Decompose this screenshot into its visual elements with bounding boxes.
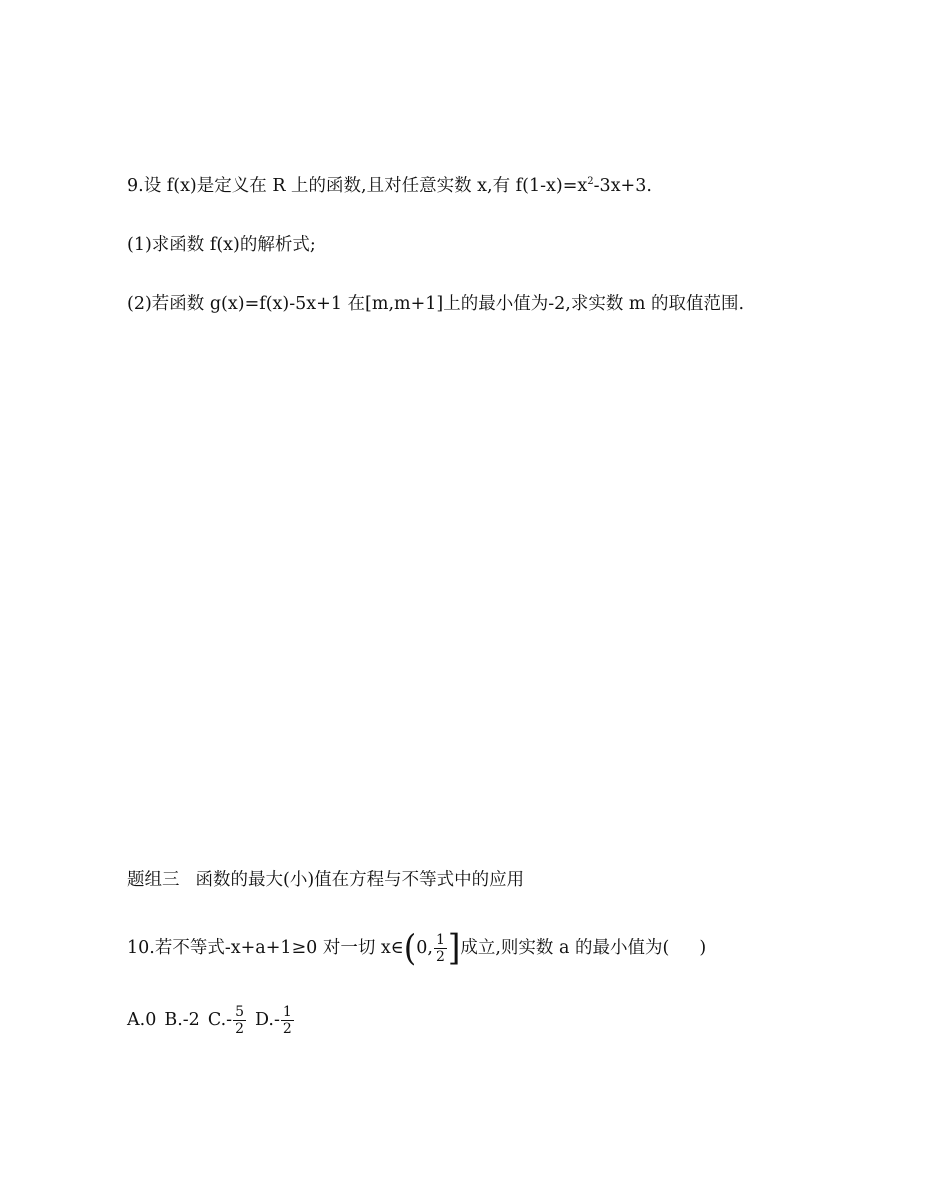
question-9-part-2: (2)若函数 g(x)=f(x)-5x+1 在[m,m+1]上的最小值为-2,求实数 m 的取值范围.	[127, 294, 745, 314]
question-10-options	[127, 1000, 303, 1040]
option-c-prefix: C.-	[207, 1010, 233, 1030]
fraction-denominator: 2	[435, 948, 445, 965]
question-9-stem	[127, 174, 652, 198]
interval-close-bracket: ]	[447, 927, 461, 969]
section-label: 题组三	[127, 870, 180, 890]
option-d-prefix: D.-	[255, 1010, 280, 1030]
q10-text-b: 成立,则实数 a 的最小值为(	[460, 938, 670, 958]
q9-text-a: 9.设 f(x)是定义在 R 上的函数,且对任意实数 x,有 f(1-x)=x	[127, 176, 588, 196]
option-c-numerator: 5	[235, 1003, 244, 1020]
option-d-fraction	[281, 1004, 294, 1037]
question-9-part-1: (1)求函数 f(x)的解析式;	[127, 235, 316, 255]
option-c-fraction	[233, 1004, 246, 1037]
option-d	[255, 1004, 295, 1037]
section-title: 函数的最大(小)值在方程与不等式中的应用	[195, 870, 525, 890]
interval-left: 0,	[416, 938, 433, 958]
section-heading	[127, 868, 524, 892]
option-d-denominator: 2	[282, 1020, 292, 1037]
q9-exponent: 2	[587, 176, 594, 187]
q9-text-b: -3x+3.	[593, 176, 652, 196]
option-d-numerator: 1	[282, 1003, 292, 1020]
option-b: B.-2	[164, 1010, 200, 1030]
question-10-stem	[127, 924, 706, 972]
fraction-numerator: 1	[435, 931, 445, 948]
option-a: A.0	[127, 1010, 157, 1030]
option-c	[208, 1004, 247, 1037]
q10-text-c: )	[699, 938, 707, 958]
q10-text-a: 10.若不等式-x+a+1≥0 对一切 x∈	[127, 938, 404, 958]
option-c-denominator: 2	[235, 1020, 244, 1037]
interval-fraction	[434, 932, 447, 965]
interval-open-bracket: (	[403, 927, 417, 969]
